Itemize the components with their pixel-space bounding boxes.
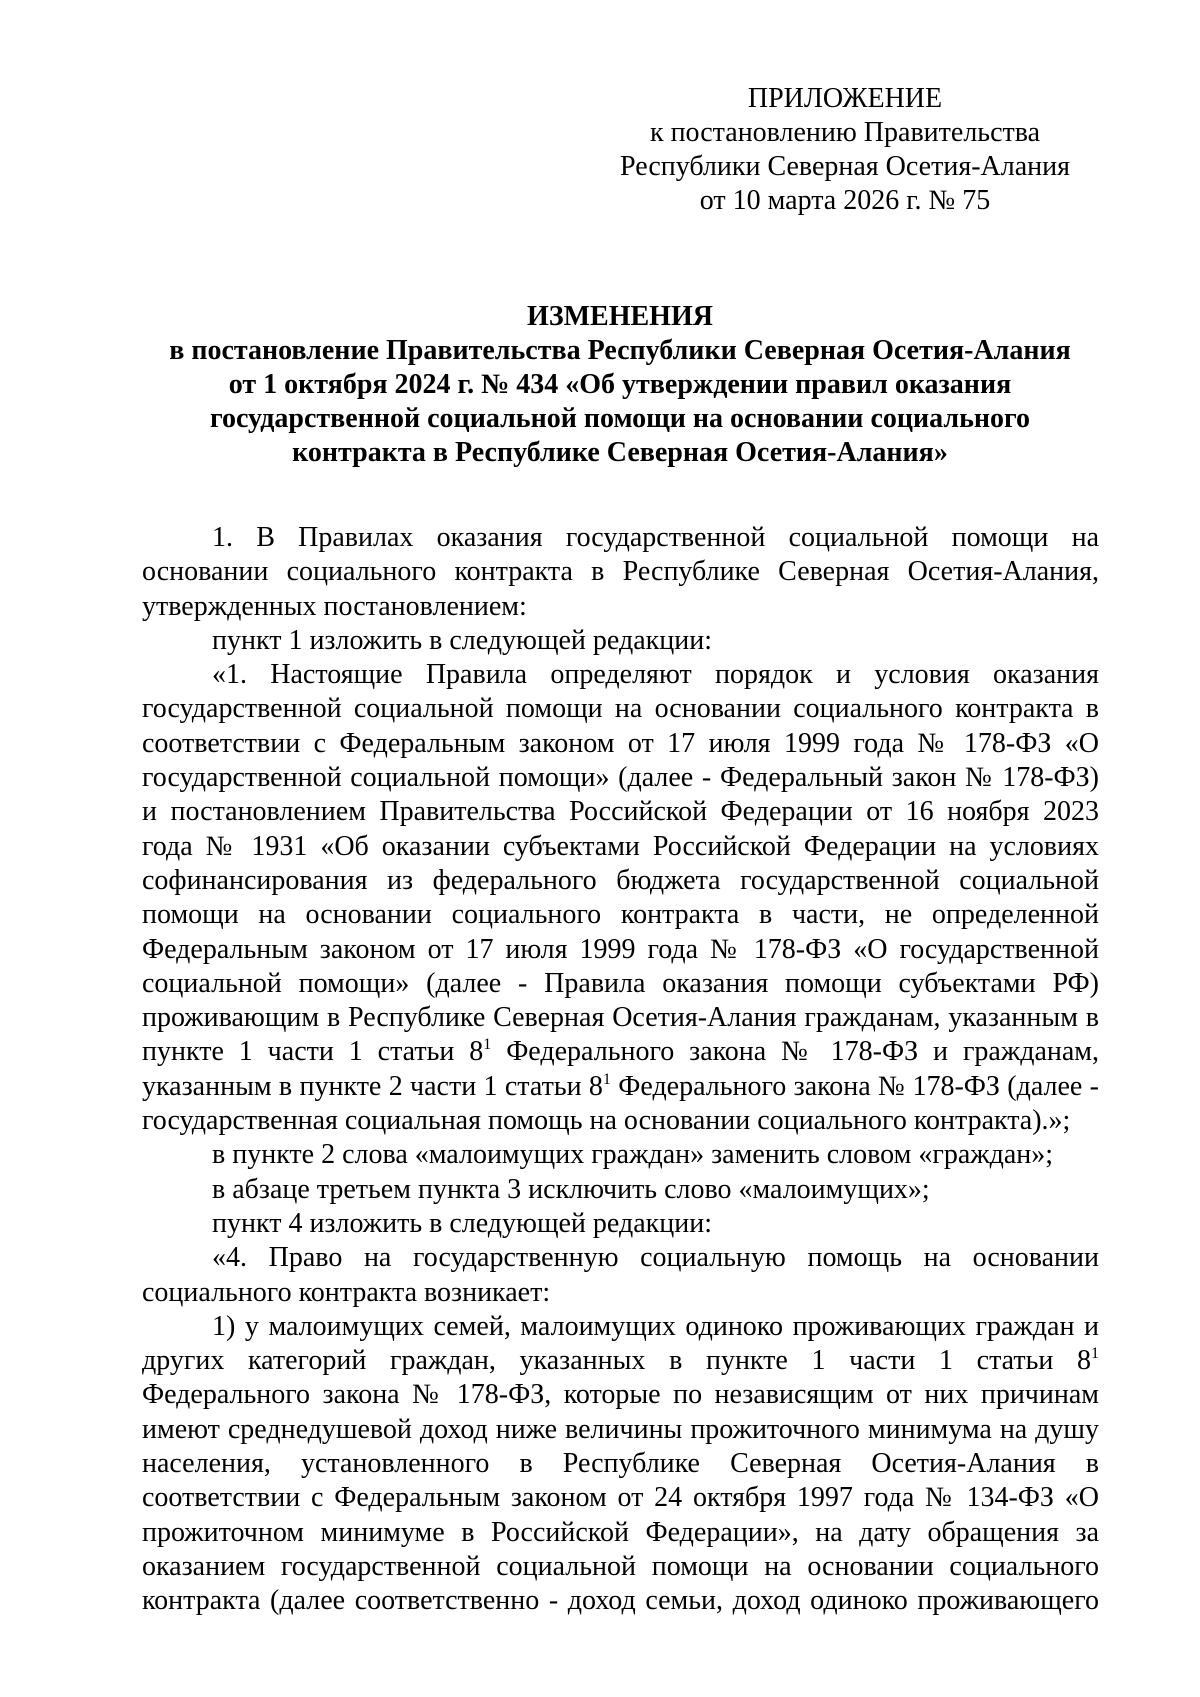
paragraph: пункт 1 изложить в следующей редакции:	[212, 624, 712, 656]
appendix-date-number: от 10 марта 2026 г. № 75	[699, 185, 991, 216]
paragraph: «4. Право на государственную социальную помощь на основании социального контракта возникает:	[142, 1242, 1099, 1308]
title-line: контракта в Республике Северная Осетия-Алания»	[292, 437, 948, 468]
appendix-label: ПРИЛОЖЕНИЕ	[747, 83, 943, 114]
title-heading: ИЗМЕНЕНИЯ	[527, 301, 713, 332]
document-title	[140, 300, 1100, 470]
paragraph: в абзаце третьем пункта 3 исключить слово «малоимущих»;	[212, 1173, 930, 1205]
superscript: 1	[483, 1036, 492, 1054]
paragraph-text: «1. Настоящие Правила определяют порядок и условия оказания государственной социальной помощи на основании социального контракта в соответствии с Федеральным законом от 17 июля 1999 года № 178-ФЗ «О государственной социальной помощи» (далее - Федеральный закон № 178-ФЗ) и постановлением Правительства Российской Федерации от 16 ноября 2023 года № 1931 «Об оказании субъектами Российской Федерации на условиях софинансирования из федерального бюджета государственной социальной помощи на основании социального контракта в части, не определенной Федеральным законом от 17 июля 1999 года № 178-ФЗ «О государственной социальной помощи» (далее - Правила оказания помощи субъектами РФ) проживающим в Республике Северная Осетия-Алания гражданам, указанным в пункте 1 части 1 статьи 8	[142, 659, 1099, 1068]
paragraph-text: Федерального закона № 178-ФЗ и гражданам, указанным в пункте 2 части 1 статьи 8	[142, 1036, 1100, 1102]
appendix-header	[560, 82, 1130, 218]
title-line: в постановление Правительства Республики Северная Осетия-Алания	[169, 335, 1071, 366]
superscript: 1	[602, 1070, 611, 1088]
paragraph-text: Федерального закона № 178-ФЗ (далее - государственная социальная помощь на основании социального контракта).»;	[142, 1070, 1099, 1137]
superscript: 1	[1091, 1345, 1099, 1363]
paragraph: в пункте 2 слова «малоимущих граждан» заменить словом «граждан»;	[212, 1139, 1054, 1171]
appendix-line: к постановлению Правительства	[649, 117, 1041, 148]
appendix-line: Республики Северная Осетия-Алания	[620, 151, 1070, 182]
paragraph: 1. В Правилах оказания государственной социальной помощи на основании социального контракта в Республике Северная Осетия-Алания, утвержденных постановлением:	[142, 522, 1099, 622]
paragraph-text: Федерального закона № 178-ФЗ, которые по независящим от них причинам имеют среднедушевой доход ниже величины прожиточного минимума на душу населения, установленного в Республике Северная Осетия-Алания в соответствии с Федеральным законом от 24 октября 1997 года № 134-ФЗ «О прожиточном минимуме в Российской Федерации», на дату обращения за оказанием государственной социальной помощи на основании социального контракта (далее соответственно - доход семьи, доход одиноко проживающего	[142, 1379, 1099, 1617]
paragraph: пункт 4 изложить в следующей редакции:	[212, 1207, 712, 1239]
document-body	[142, 521, 1099, 1619]
title-line: от 1 октября 2024 г. № 434 «Об утверждении правил оказания	[228, 369, 1012, 400]
paragraph	[142, 658, 1099, 1138]
paragraph-text: 1) у малоимущих семей, малоимущих одиноко проживающих граждан и других категорий граждан, указанных в пункте 1 части 1 статьи 8	[142, 1310, 1099, 1377]
paragraph	[142, 1310, 1099, 1619]
title-line: государственной социальной помощи на основании социального	[209, 403, 1031, 434]
